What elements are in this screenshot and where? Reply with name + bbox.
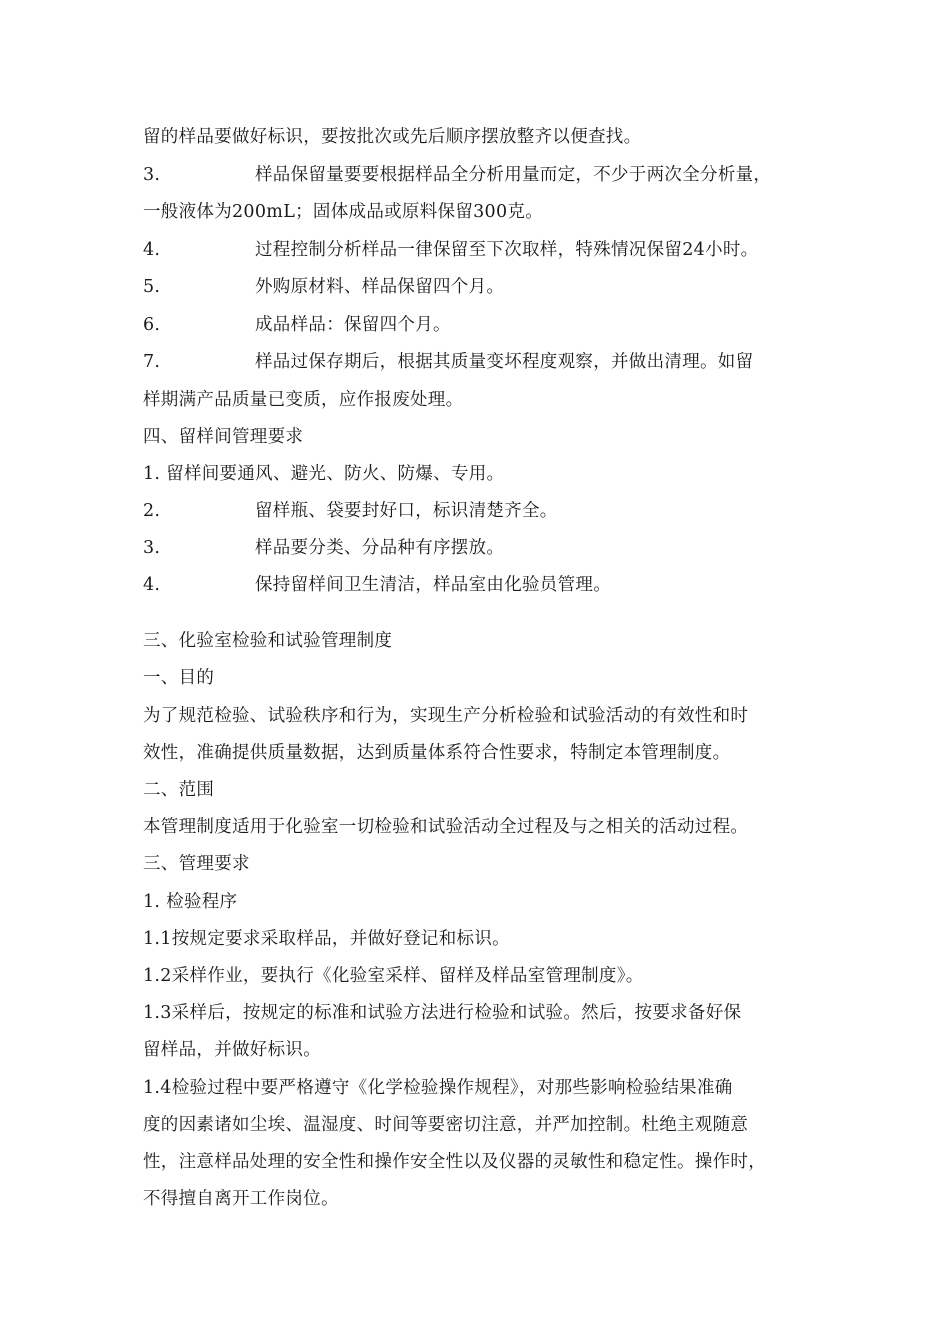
section-heading bbox=[143, 849, 833, 879]
line-text: 1.3采样后，按规定的标准和试验方法进行检验和试验。然后，按要求备好保 bbox=[143, 1003, 742, 1023]
line-text: 留的样品要做好标识，要按批次或先后顺序摆放整齐以便查找。 bbox=[143, 127, 642, 147]
list-number: 5. bbox=[143, 277, 161, 297]
list-text: 成品样品：保留四个月。 bbox=[255, 315, 451, 335]
list-number: 4. bbox=[143, 240, 161, 260]
line-text: 本管理制度适用于化验室一切检验和试验活动全过程及与之相关的活动过程。 bbox=[143, 817, 749, 837]
line-text: 样期满产品质量已变质，应作报废处理。 bbox=[143, 390, 464, 410]
paragraph-line bbox=[143, 1184, 833, 1214]
list-number: 6. bbox=[143, 315, 161, 335]
heading-text: 1. 检验程序 bbox=[143, 892, 238, 912]
heading-text: 四、留样间管理要求 bbox=[143, 427, 304, 447]
heading-text: 三、管理要求 bbox=[143, 854, 250, 874]
line-text: 一般液体为200mL；固体成品或原料保留300克。 bbox=[143, 202, 544, 222]
paragraph-line bbox=[143, 1073, 833, 1103]
list-text: 保持留样间卫生清洁，样品室由化验员管理。 bbox=[255, 575, 611, 595]
line-text: 度的因素诸如尘埃、温湿度、时间等要密切注意，并严加控制。杜绝主观随意 bbox=[143, 1115, 749, 1135]
heading-text: 二、范围 bbox=[143, 780, 215, 800]
list-number: 3. bbox=[143, 538, 161, 558]
paragraph-line bbox=[143, 998, 833, 1028]
paragraph-line bbox=[143, 701, 833, 731]
line-text: 为了规范检验、试验秩序和行为，实现生产分析检验和试验活动的有效性和时 bbox=[143, 706, 749, 726]
list-number: 7. bbox=[143, 352, 161, 372]
paragraph-line bbox=[143, 122, 833, 152]
line-text: 1.1按规定要求采取样品，并做好登记和标识。 bbox=[143, 929, 510, 949]
list-text: 样品要分类、分品种有序摆放。 bbox=[255, 538, 505, 558]
line-text: 1.2采样作业，要执行《化验室采样、留样及样品室管理制度》。 bbox=[143, 966, 644, 986]
line-text: 留样品，并做好标识。 bbox=[143, 1040, 321, 1060]
list-text: 1. 留样间要通风、避光、防火、防爆、专用。 bbox=[143, 464, 505, 484]
subsection-heading bbox=[143, 887, 833, 917]
paragraph-line bbox=[143, 197, 833, 227]
list-text: 过程控制分析样品一律保留至下次取样，特殊情况保留24小时。 bbox=[255, 240, 759, 260]
paragraph-line bbox=[143, 738, 833, 768]
list-item bbox=[143, 496, 833, 526]
line-text: 性，注意样品处理的安全性和操作安全性以及仪器的灵敏性和稳定性。操作时， bbox=[143, 1152, 766, 1172]
list-item bbox=[143, 570, 833, 600]
paragraph-line bbox=[143, 1147, 833, 1177]
paragraph-line bbox=[143, 1110, 833, 1140]
list-item bbox=[143, 310, 833, 340]
heading-text: 三、化验室检验和试验管理制度 bbox=[143, 631, 393, 651]
list-text: 外购原材料、样品保留四个月。 bbox=[255, 277, 505, 297]
list-item bbox=[143, 459, 833, 489]
list-item bbox=[143, 160, 833, 190]
heading-text: 一、目的 bbox=[143, 668, 215, 688]
list-item bbox=[143, 272, 833, 302]
list-text: 样品过保存期后，根据其质量变坏程度观察，并做出清理。如留 bbox=[255, 352, 754, 372]
list-text: 留样瓶、袋要封好口，标识清楚齐全。 bbox=[255, 501, 558, 521]
list-number: 3. bbox=[143, 165, 161, 185]
chapter-heading bbox=[143, 626, 833, 656]
list-item bbox=[143, 347, 833, 377]
paragraph-line bbox=[143, 1035, 833, 1065]
line-text: 1.4检验过程中要严格遵守《化学检验操作规程》，对那些影响检验结果准确 bbox=[143, 1078, 733, 1098]
list-item bbox=[143, 533, 833, 563]
paragraph-line bbox=[143, 924, 833, 954]
line-text: 不得擅自离开工作岗位。 bbox=[143, 1189, 339, 1209]
paragraph-line bbox=[143, 385, 833, 415]
list-item bbox=[143, 235, 833, 265]
list-text: 样品保留量要要根据样品全分析用量而定，不少于两次全分析量， bbox=[255, 165, 772, 185]
section-heading bbox=[143, 422, 833, 452]
section-heading bbox=[143, 663, 833, 693]
section-heading bbox=[143, 775, 833, 805]
line-text: 效性，准确提供质量数据，达到质量体系符合性要求，特制定本管理制度。 bbox=[143, 743, 731, 763]
list-number: 2. bbox=[143, 501, 161, 521]
list-number: 4. bbox=[143, 575, 161, 595]
paragraph-line bbox=[143, 812, 833, 842]
paragraph-line bbox=[143, 961, 833, 991]
